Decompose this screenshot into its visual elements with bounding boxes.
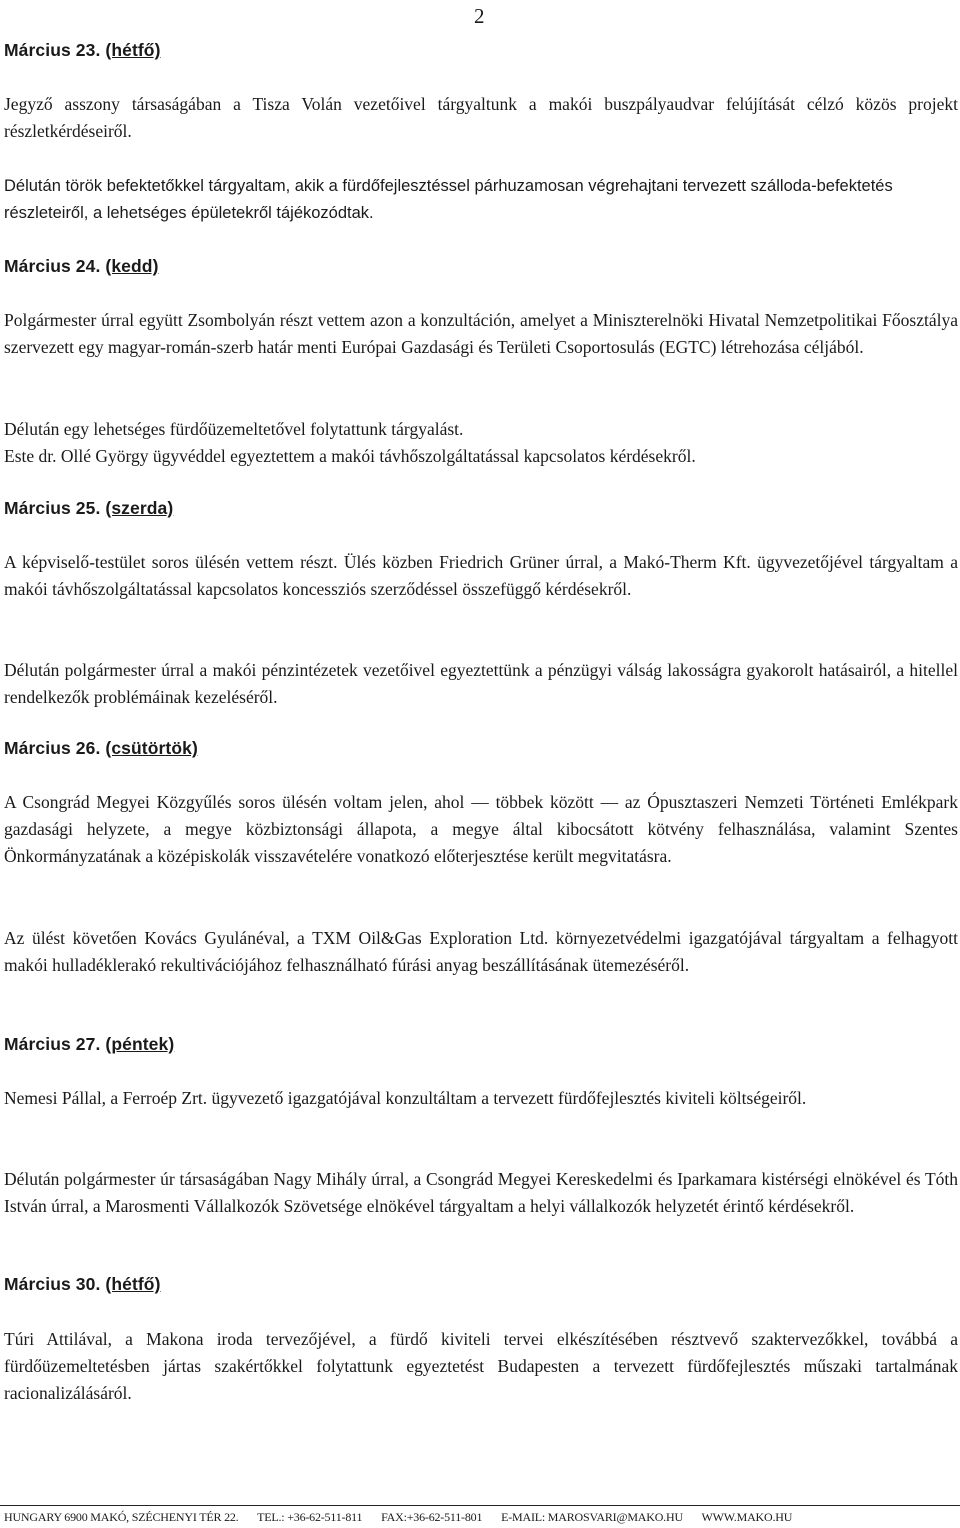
heading-date: Március 24. [4,256,101,276]
section-march-25 [4,498,958,519]
paragraph: Este dr. Ollé György ügyvéddel egyeztettem a makói távhőszolgáltatással kapcsolatos kérdésekről. [4,446,696,466]
section-march-27 [4,1034,958,1055]
paragraph: Túri Attilával, a Makona iroda tervezőjével, a fürdő kiviteli tervei elkészítésében résztvevő szaktervezőkkel, továbbá a fürdőüzemeltetésben jártas szakértőkkel folytattunk egyeztetést Budapesten a tervezett fürdőfejlesztés műszaki tartalmának racionalizálásáról. [4,1329,958,1403]
section-march-23 [4,40,958,61]
paragraph: A képviselő-testület soros ülésén vettem részt. Ülés közben Friedrich Grüner úrral, a Makó-Therm Kft. ügyvezetőjével tárgyaltam a makói távhőszolgáltatással kapcsolatos koncessziós szerződéssel összefüggő kérdésekről. [4,552,958,599]
paragraph: Az ülést követően Kovács Gyulánéval, a TXM Oil&Gas Exploration Ltd. környezetvédelmi igazgatójával tárgyaltam a felhagyott makói hulladéklerakó rekultivációjához felhasználható fúrási anyag beszállításának ütemezéséről. [4,928,958,975]
footer-web: WWW.MAKO.HU [701,1510,793,1524]
section-march-30 [4,1274,958,1295]
footer [4,1510,956,1525]
page-number: 2 [474,4,485,28]
paragraph: Délután egy lehetséges fürdőüzemeltetővel folytattunk tárgyalást. [4,419,464,439]
paragraph: Délután polgármester úr társaságában Nagy Mihály úrral, a Csongrád Megyei Kereskedelmi és Iparkamara kistérségi elnökével és Tóth István úrral, a Marosmenti Vállalkozók Szövetsége elnökével tárgyaltam a helyi vállalkozók helyzetét érintő kérdésekről. [4,1169,958,1216]
section-heading [4,256,958,277]
heading-date: Március 30. [4,1274,101,1294]
section-heading [4,1274,958,1295]
paragraph: Nemesi Pállal, a Ferroép Zrt. ügyvezető igazgatójával konzultáltam a tervezett fürdőfejlesztés kiviteli költségeiről. [4,1088,807,1108]
paragraph: Délután polgármester úrral a makói pénzintézetek vezetőivel egyeztettünk a pénzügyi válság lakosságra gyakorolt hatásairól, a hitellel rendelkezők problémáinak kezeléséről. [4,660,958,707]
footer-address: HUNGARY 6900 MAKÓ, SZÉCHENYI TÉR 22. [4,1510,239,1524]
footer-tel: TEL.: +36-62-511-811 [257,1510,363,1524]
heading-day: (hétfő) [105,1274,161,1294]
heading-date: Március 27. [4,1034,101,1054]
heading-date: Március 23. [4,40,101,60]
section-march-26 [4,738,958,759]
heading-day: (péntek) [105,1034,175,1054]
heading-day: (szerda) [105,498,174,518]
footer-email: E-MAIL: MAROSVARI@MAKO.HU [501,1510,683,1524]
section-heading [4,40,958,61]
footer-fax: FAX:+36-62-511-801 [381,1510,483,1524]
paragraph: Jegyző asszony társaságában a Tisza Volán vezetőivel tárgyaltunk a makói buszpályaudvar felújítását célzó közös projekt részletkérdéseiről. [4,94,958,141]
section-march-24 [4,256,958,277]
section-heading [4,1034,958,1055]
paragraph: Polgármester úrral együtt Zsombolyán részt vettem azon a konzultáción, amelyet a Miniszterelnöki Hivatal Nemzetpolitikai Főosztálya szervezett egy magyar-román-szerb határ menti Európai Gazdasági és Területi Csoportosulás (EGTC) létrehozása céljából. [4,310,958,357]
paragraph: Délután török befektetőkkel tárgyaltam, akik a fürdőfejlesztéssel párhuzamosan végrehajtani tervezett szálloda-befektetés részleteiről, a lehetséges épületekről tájékozódtak. [4,177,893,222]
heading-day: (hétfő) [105,40,161,60]
heading-day: (csütörtök) [105,738,198,758]
heading-date: Március 25. [4,498,101,518]
section-heading [4,738,958,759]
paragraph: A Csongrád Megyei Közgyűlés soros ülésén voltam jelen, ahol — többek között — az Ópusztaszeri Nemzeti Történeti Emlékpark gazdasági helyzete, a megye közbiztonsági állapota, a megye által kibocsátott kötvény felhasználása, valamint Szentes Önkormányzatának a középiskolák visszavételére vonatkozó előterjesztése került megvitatásra. [4,792,958,866]
heading-day: (kedd) [105,256,159,276]
section-heading [4,498,958,519]
heading-date: Március 26. [4,738,101,758]
